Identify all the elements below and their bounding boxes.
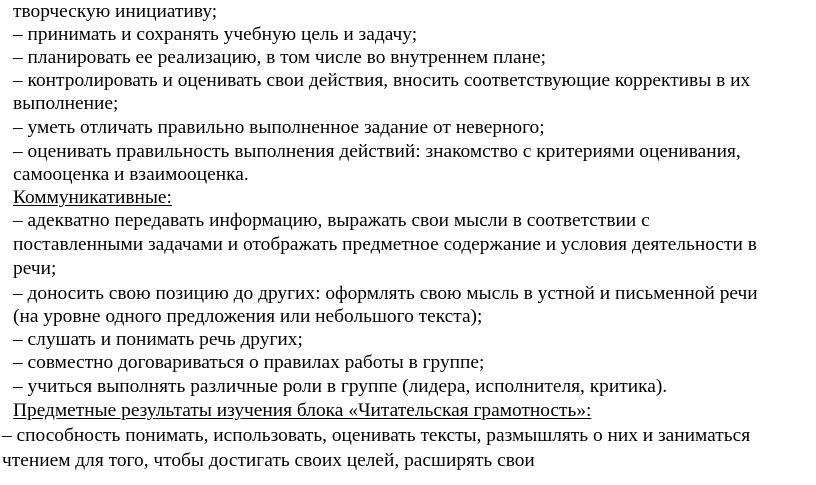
- text-line: – способность понимать, использовать, оценивать тексты, размышлять о них и заниматься: [2, 425, 751, 446]
- section-heading-communicative: Коммуникативные:: [13, 187, 172, 208]
- text-line: – учиться выполнять различные роли в группе (лидера, исполнителя, критика).: [13, 376, 668, 397]
- text-line: – оценивать правильность выполнения действий: знакомство с критериями оценивания,: [13, 141, 741, 162]
- text-line: (на уровне одного предложения или небольшого текста);: [13, 306, 483, 327]
- text-line: выполнение;: [13, 93, 119, 114]
- text-line: – слушать и понимать речь других;: [13, 329, 303, 350]
- text-line: – контролировать и оценивать свои действия, вносить соответствующие коррективы в их: [13, 70, 751, 91]
- text-line: – совместно договариваться о правилах работы в группе;: [13, 352, 485, 373]
- text-line: творческую инициативу;: [13, 1, 218, 22]
- text-line: – принимать и сохранять учебную цель и задачу;: [13, 24, 418, 45]
- text-line: – уметь отличать правильно выполненное задание от неверного;: [13, 117, 545, 138]
- text-line: – планировать ее реализацию, в том числе во внутреннем плане;: [13, 47, 546, 68]
- text-line: самооценка и взаимооценка.: [13, 164, 249, 185]
- text-line: – доносить свою позицию до других: оформлять свою мысль в устной и письменной речи: [13, 283, 758, 304]
- text-line: речи;: [13, 258, 57, 279]
- text-line: – адекватно передавать информацию, выражать свои мысли в соответствии с: [13, 210, 650, 231]
- text-line: чтением для того, чтобы достигать своих целей, расширять свои: [2, 450, 535, 471]
- text-line: поставленными задачами и отображать предметное содержание и условия деятельности в: [13, 234, 757, 255]
- section-heading-subject-results: Предметные результаты изучения блока «Читательская грамотность»:: [13, 400, 592, 421]
